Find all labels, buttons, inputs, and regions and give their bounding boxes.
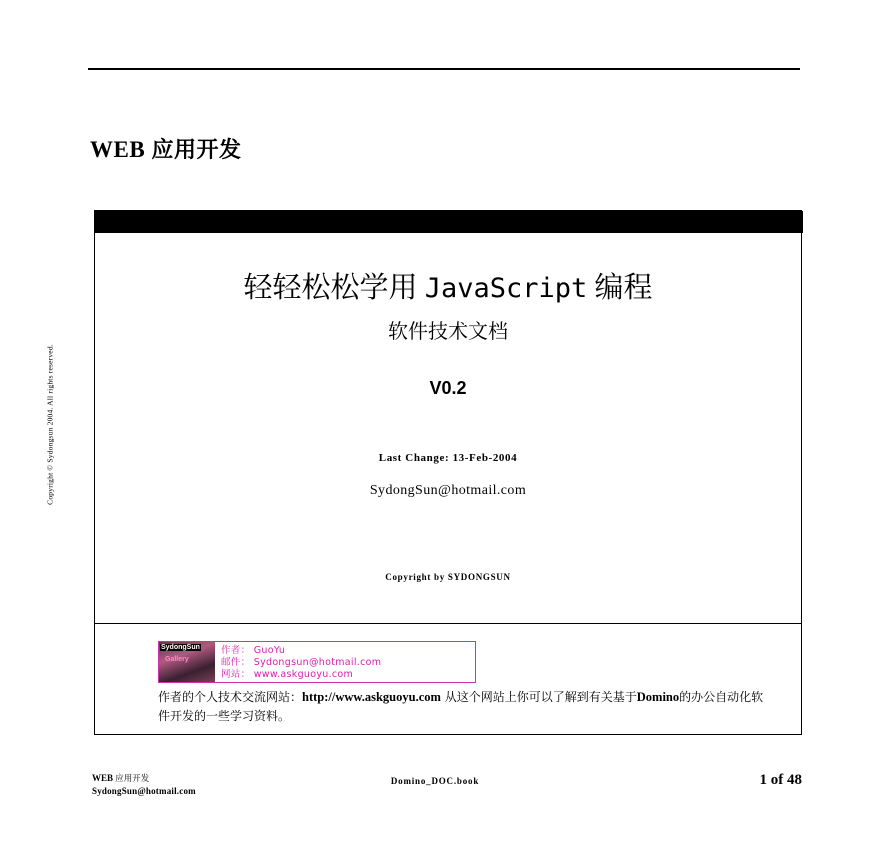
site-description-paragraph <box>158 688 768 726</box>
author-name-value: GuoYu <box>253 645 286 656</box>
author-site-row <box>221 669 475 681</box>
contact-email: SydongSun@hotmail.com <box>369 483 527 498</box>
author-thumbnail-tag-top: SydongSun <box>161 644 200 651</box>
author-name-row <box>221 645 475 657</box>
author-mail-value[interactable]: Sydongsun@hotmail.com <box>253 657 382 668</box>
main-title <box>95 265 801 306</box>
footer-page-number: 1 of 48 <box>759 772 802 788</box>
author-mail-row <box>221 657 475 669</box>
author-card-fields <box>215 642 475 682</box>
site-description-lead: 作者的个人技术交流网站： <box>158 690 303 704</box>
footer-doc-title-bold: WEB <box>92 773 114 783</box>
author-name-label: 作者： <box>221 645 251 656</box>
site-description-middle: 从这个网站上你可以了解到有关基于 <box>440 690 637 704</box>
title-slide-topbar <box>95 211 803 233</box>
page-title-bold: WEB <box>90 137 146 162</box>
side-copyright-note: Copyright © Sydongsun 2004. All rights reserved. <box>45 344 55 505</box>
version-label: V0.2 <box>429 378 467 398</box>
page-title <box>90 133 241 164</box>
site-description-url[interactable]: http://www.askguoyu.com <box>302 690 441 704</box>
author-card <box>158 641 476 683</box>
title-slide-content <box>95 233 801 734</box>
last-change-label: Last Change: 13-Feb-2004 <box>378 452 518 464</box>
author-thumbnail-image <box>159 642 215 682</box>
page-title-cjk: 应用开发 <box>151 138 242 163</box>
footer-doc-title-cjk: 应用开发 <box>115 774 150 784</box>
site-description-product: Domino <box>636 690 680 704</box>
footer-filename: Domino_DOC.book <box>390 776 480 786</box>
subtitle: 软件技术文档 <box>388 319 508 343</box>
author-site-value[interactable]: www.askguoyu.com <box>253 669 354 680</box>
author-site-label: 网站： <box>221 669 251 680</box>
title-slide-box <box>94 210 802 735</box>
site-description-tail: 的办公自动化软件开发的一些学习资料。 <box>158 690 764 723</box>
footer-email: SydongSun@hotmail.com <box>92 786 196 796</box>
main-title-suffix: 编程 <box>594 270 653 304</box>
author-thumbnail-tag-bottom: Gallery <box>165 656 189 663</box>
main-title-prefix: 轻轻松松学用 <box>243 270 418 304</box>
main-title-technology: JavaScript <box>424 273 588 304</box>
copyright-label: Copyright by SYDONGSUN <box>385 572 511 582</box>
author-mail-label: 邮件： <box>221 657 251 668</box>
header-rule <box>88 68 800 70</box>
content-divider <box>95 623 801 624</box>
